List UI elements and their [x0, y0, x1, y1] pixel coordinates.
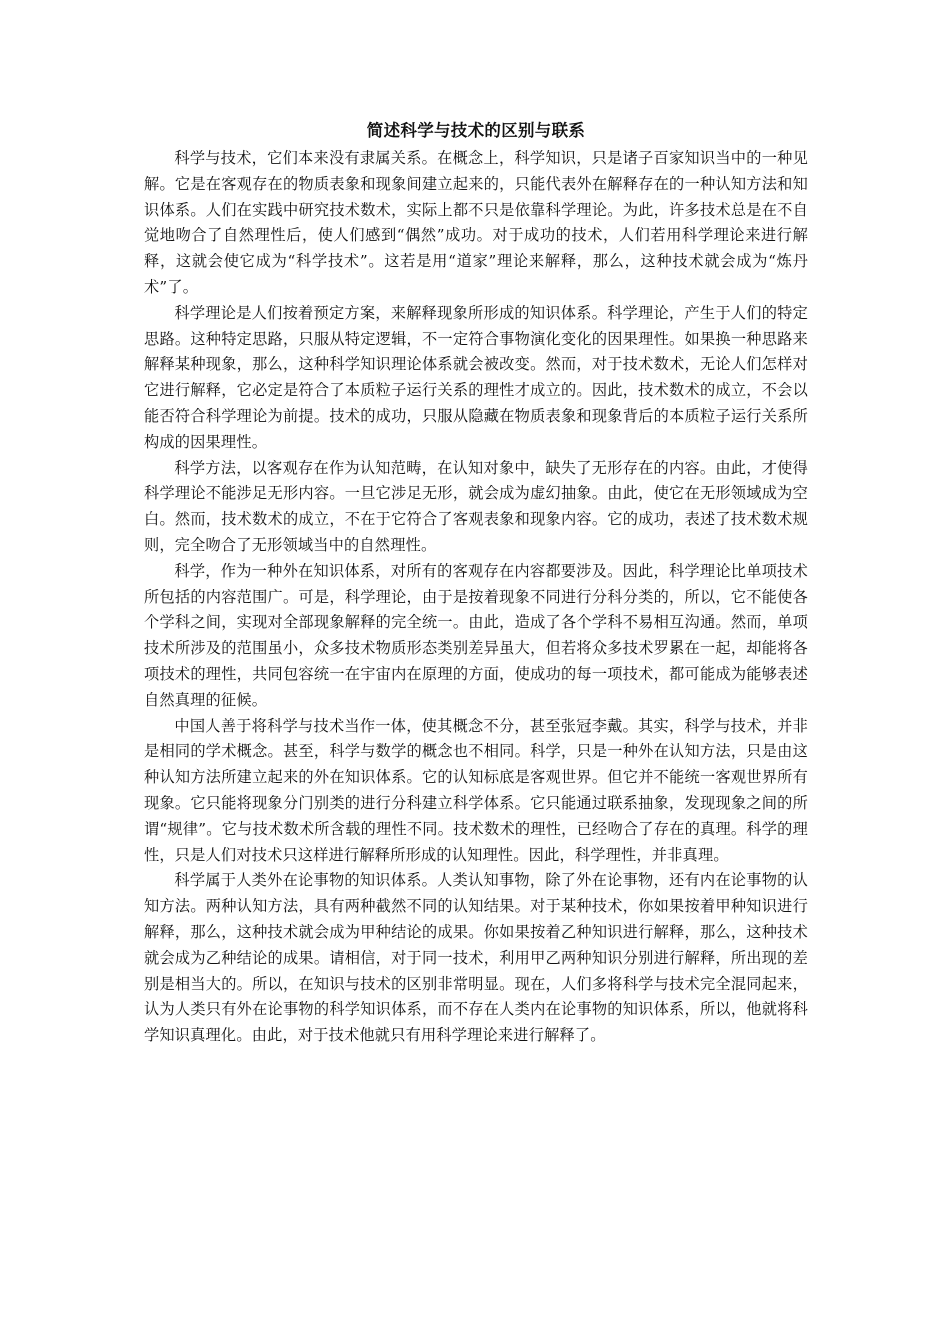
- document-title: 简述科学与技术的区别与联系: [366, 121, 586, 140]
- paragraph-3: 科学方法，以客观存在作为认知范畴，在认知对象中，缺失了无形存在的内容。由此，才使得科学理论不能涉足无形内容。一旦它涉足无形，就会成为虚幻抽象。由此，使它在无形领域成为空白。然而，技术数术的成立，不在于它符合了客观表象和现象内容。它的成功，表述了技术数术规则，完全吻合了无形领域当中的自然理性。: [144, 458, 808, 554]
- paragraph-6: 科学属于人类外在论事物的知识体系。人类认知事物，除了外在论事物，还有内在论事物的认知方法。两种认知方法，具有两种截然不同的认知结果。对于某种技术，你如果按着甲种知识进行解释，那么，这种技术就会成为甲种结论的成果。你如果按着乙种知识进行解释，那么，这种技术就会成为乙种结论的成果。请相信，对于同一技术，利用甲乙两种知识分别进行解释，所出现的差别是相当大的。所以，在知识与技术的区别非常明显。现在，人们多将科学与技术完全混同起来，认为人类只有外在论事物的科学知识体系，而不存在人类内在论事物的知识体系，所以，他就将科学知识真理化。由此，对于技术他就只有用科学理论来进行解释了。: [144, 871, 808, 1045]
- paragraph-4: 科学，作为一种外在知识体系，对所有的客观存在内容都要涉及。因此，科学理论比单项技术所包括的内容范围广。可是，科学理论，由于是按着现象不同进行分科分类的，所以，它不能使各个学科之间，实现对全部现象解释的完全统一。由此，造成了各个学科不易相互沟通。然而，单项技术所涉及的范围虽小，众多技术物质形态类别差异虽大，但若将众多技术罗累在一起，却能将各项技术的理性，共同包容统一在宇宙内在原理的方面，使成功的每一项技术，都可能成为能够表述自然真理的征候。: [144, 561, 808, 709]
- paragraph-5: 中国人善于将科学与技术当作一体，使其概念不分，甚至张冠李戴。其实，科学与技术，并非是相同的学术概念。甚至，科学与数学的概念也不相同。科学，只是一种外在认知方法，只是由这种认知方法所建立起来的外在知识体系。它的认知标底是客观世界。但它并不能统一客观世界所有现象。它只能将现象分门别类的进行分科建立科学体系。它只能通过联系抽象，发现现象之间的所谓“规律”。它与技术数术所含载的理性不同。技术数术的理性，已经吻合了存在的真理。科学的理性，只是人们对技术只这样进行解释所形成的认知理性。因此，科学理性，并非真理。: [144, 716, 808, 864]
- paragraph-1: 科学与技术，它们本来没有隶属关系。在概念上，科学知识，只是诸子百家知识当中的一种见解。它是在客观存在的物质表象和现象间建立起来的，只能代表外在解释存在的一种认知方法和知识体系。人们在实践中研究技术数术，实际上都不只是依靠科学理论。为此，许多技术总是在不自觉地吻合了自然理性后，使人们感到“偶然”成功。对于成功的技术，人们若用科学理论来进行解释，这就会使它成为“科学技术”。这若是用“道家”理论来解释，那么，这种技术就会成为“炼丹术”了。: [144, 149, 808, 296]
- paragraph-2: 科学理论是人们按着预定方案，来解释现象所形成的知识体系。科学理论，产生于人们的特定思路。这种特定思路，只服从特定逻辑，不一定符合事物演化变化的因果理性。如果换一种思路来解释某种现象，那么，这种科学知识理论体系就会被改变。然而，对于技术数术，无论人们怎样对它进行解释，它必定是符合了本质粒子运行关系的理性才成立的。因此，技术数术的成立，不会以能否符合科学理论为前提。技术的成功，只服从隐藏在物质表象和现象背后的本质粒子运行关系所构成的因果理性。: [144, 303, 808, 451]
- document-body: [144, 118, 808, 1049]
